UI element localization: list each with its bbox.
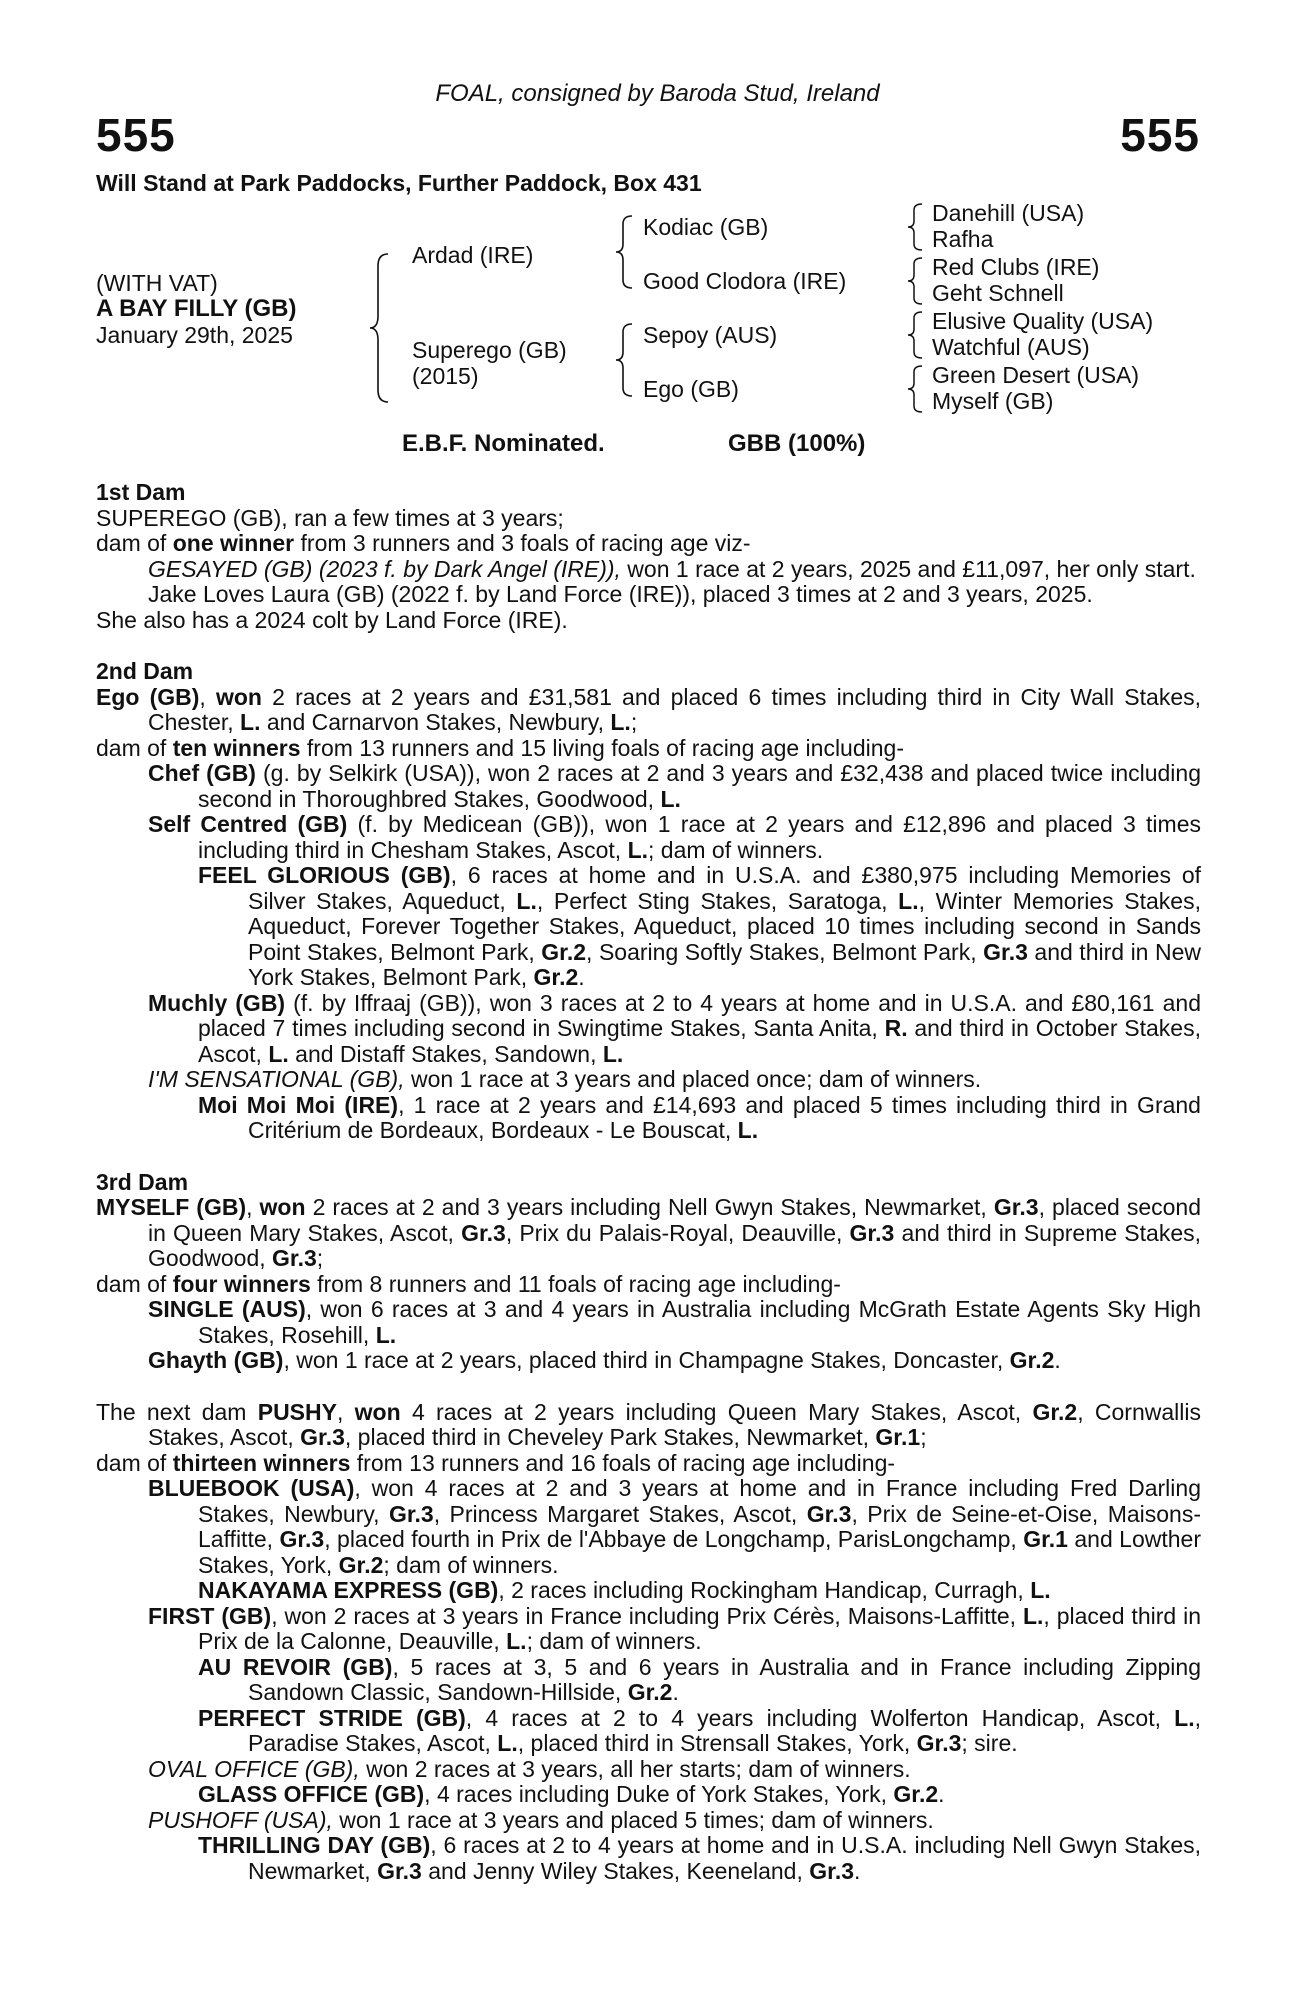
consignor-line: FOAL, consigned by Baroda Stud, Ireland: [435, 80, 880, 107]
stand-location: Will Stand at Park Paddocks, Further Paddock, Box 431: [96, 170, 702, 196]
first-dam-note: She also has a 2024 colt by Land Force (IRE).: [96, 606, 568, 633]
pedigree-brace-g2: [906, 256, 924, 306]
sire-dam: Good Clodora (IRE): [643, 268, 847, 294]
next-dam-grandproduce-5: THRILLING DAY (GB), 6 races at 2 to 4 years at home and in U.S.A. including Nell Gwyn Stakes, Newmarket, Gr.3 and Jenny Wiley Stakes, Keeneland, Gr.3.: [198, 1832, 1202, 1884]
pedigree-brace-dam: [614, 322, 634, 398]
first-dam-p1: SUPEREGO (GB), ran a few times at 3 years;: [96, 504, 564, 531]
first-dam-p2: dam of one winner from 3 runners and 3 foals of racing age viz-: [96, 530, 751, 556]
second-dam-produce-3: Muchly (GB) (f. by Iffraaj (GB)), won 3 races at 2 to 4 years at home and in U.S.A. and £80,161 and placed 7 times including second in Swingtime Stakes, Santa Anita, R. and third in October Stakes, Ascot, L. and Distaff Stakes, Sandown, L.: [148, 989, 1201, 1067]
second-dam-produce-2: Self Centred (GB) (f. by Medicean (GB)), won 1 race at 2 years and £12,896 and placed 3 times including third in Chesham Stakes, Ascot, L.; dam of winners.: [148, 811, 1201, 863]
second-dam-heading: 2nd Dam: [96, 658, 194, 684]
ancestor-3: Red Clubs (IRE): [932, 254, 1100, 280]
first-dam-foal-1: GESAYED (GB) (2023 f. by Dark Angel (IRE)), won 1 race at 2 years, 2025 and £11,097, her only start.: [148, 555, 1196, 582]
third-dam-p1: MYSELF (GB), won 2 races at 2 and 3 years including Nell Gwyn Stakes, Newmarket, Gr.3, placed second in Queen Mary Stakes, Ascot, Gr.3, Prix du Palais-Royal, Deauville, Gr.3 and third in Supreme Stakes, Goodwood, Gr.3;: [96, 1194, 1201, 1271]
ancestor-1: Danehill (USA): [932, 200, 1085, 226]
ancestor-2: Rafha: [932, 226, 994, 252]
next-dam-produce-4: PUSHOFF (USA), won 1 race at 3 years and placed 5 times; dam of winners.: [148, 1806, 934, 1833]
pedigree-brace-main: [368, 252, 390, 404]
next-dam-produce-1: BLUEBOOK (USA), won 4 races at 2 and 3 years at home and in France including Fred Darling Stakes, Newbury, Gr.3, Princess Margaret Stakes, Ascot, Gr.3, Prix de Seine-et-Oise, Maisons-Laffitte, Gr.3, placed fourth in Prix de l'Abbaye de Longchamp, ParisLongchamp, Gr.1 and Lowther Stakes, York, Gr.2; dam of winners.: [148, 1475, 1201, 1578]
ancestor-6: Watchful (AUS): [932, 334, 1090, 360]
second-dam-p1: Ego (GB), won 2 races at 2 years and £31,581 and placed 6 times including third in City Wall Stakes, Chester, L. and Carnarvon Stakes, Newbury, L.;: [96, 683, 1201, 735]
ancestor-7: Green Desert (USA): [932, 362, 1140, 388]
dam-year: (2015): [412, 363, 479, 389]
ancestor-5: Elusive Quality (USA): [932, 308, 1154, 334]
sire-name: Ardad (IRE): [412, 242, 534, 268]
first-dam-heading: 1st Dam: [96, 479, 186, 505]
lot-number-right: 555: [1120, 109, 1200, 161]
dam-dam: Ego (GB): [643, 376, 739, 402]
next-dam-grandproduce-4: GLASS OFFICE (GB), 4 races including Duke of York Stakes, York, Gr.2.: [198, 1781, 945, 1807]
gbb-percent: GBB (100%): [728, 430, 866, 457]
third-dam-p2: dam of four winners from 8 runners and 11 foals of racing age including-: [96, 1270, 841, 1297]
lot-number-left: 555: [96, 109, 176, 161]
sire-sire: Kodiac (GB): [643, 214, 769, 240]
third-dam-produce-1: SINGLE (AUS), won 6 races at 3 and 4 years in Australia including McGrath Estate Agents Sky High Stakes, Rosehill, L.: [148, 1296, 1201, 1348]
next-dam-p2: dam of thirteen winners from 13 runners and 16 foals of racing age including-: [96, 1449, 896, 1476]
ancestor-4: Geht Schnell: [932, 280, 1064, 306]
dam-records: [96, 480, 1201, 1884]
pedigree-brace-g1: [906, 202, 924, 252]
next-dam-grandproduce-1: NAKAYAMA EXPRESS (GB), 2 races including Rockingham Handicap, Curragh, L.: [198, 1577, 1051, 1603]
pedigree-brace-g3: [906, 310, 924, 360]
vat-label: (WITH VAT): [96, 270, 218, 296]
pedigree-brace-sire: [614, 214, 634, 290]
first-dam-foal-2: Jake Loves Laura (GB) (2022 f. by Land Force (IRE)), placed 3 times at 2 and 3 years, 2025.: [148, 581, 1093, 607]
horse-name: A BAY FILLY (GB): [96, 295, 297, 322]
second-dam-grandproduce-1: FEEL GLORIOUS (GB), 6 races at home and in U.S.A. and £380,975 including Memories of Silver Stakes, Aqueduct, L., Perfect Sting Stakes, Saratoga, L., Winter Memories Stakes, Aqueduct, Forever Together Stakes, Aqueduct, placed 10 times including second in Sands Point Stakes, Belmont Park, Gr.2, Soaring Softly Stakes, Belmont Park, Gr.3 and third in New York Stakes, Belmont Park, Gr.2.: [198, 862, 1202, 990]
dam-sire: Sepoy (AUS): [643, 322, 778, 348]
third-dam-heading: 3rd Dam: [96, 1168, 189, 1195]
third-dam-produce-2: Ghayth (GB), won 1 race at 2 years, placed third in Champagne Stakes, Doncaster, Gr.2.: [148, 1347, 1061, 1373]
ancestor-8: Myself (GB): [932, 388, 1054, 414]
dam-name: Superego (GB): [412, 337, 567, 363]
foaling-date: January 29th, 2025: [96, 322, 293, 348]
next-dam-produce-3: OVAL OFFICE (GB), won 2 races at 3 years, all her starts; dam of winners.: [148, 1755, 911, 1782]
second-dam-produce-4: I'M SENSATIONAL (GB), won 1 race at 3 years and placed once; dam of winners.: [148, 1066, 982, 1092]
second-dam-produce-1: Chef (GB) (g. by Selkirk (USA)), won 2 races at 2 and 3 years and £32,438 and placed twice including second in Thoroughbred Stakes, Goodwood, L.: [148, 760, 1201, 812]
next-dam-p1: The next dam PUSHY, won 4 races at 2 years including Queen Mary Stakes, Ascot, Gr.2, Cornwallis Stakes, Ascot, Gr.3, placed third in Cheveley Park Stakes, Newmarket, Gr.1;: [96, 1398, 1201, 1450]
pedigree-brace-g4: [906, 364, 924, 414]
next-dam-produce-2: FIRST (GB), won 2 races at 3 years in France including Prix Cérès, Maisons-Laffitte, L., placed third in Prix de la Calonne, Deauville, L.; dam of winners.: [148, 1602, 1201, 1654]
next-dam-grandproduce-3: PERFECT STRIDE (GB), 4 races at 2 to 4 years including Wolferton Handicap, Ascot, L., Paradise Stakes, Ascot, L., placed third in Strensall Stakes, York, Gr.3; sire.: [198, 1704, 1201, 1756]
second-dam-grandproduce-2: Moi Moi Moi (IRE), 1 race at 2 years and £14,693 and placed 5 times including third in Grand Critérium de Bordeaux, Bordeaux - Le Bouscat, L.: [198, 1091, 1201, 1143]
ebf-nominated: E.B.F. Nominated.: [402, 430, 605, 457]
next-dam-grandproduce-2: AU REVOIR (GB), 5 races at 3, 5 and 6 years in Australia and in France including Zipping Sandown Classic, Sandown-Hillside, Gr.2.: [198, 1653, 1201, 1705]
second-dam-p2: dam of ten winners from 13 runners and 15 living foals of racing age including-: [96, 734, 904, 761]
